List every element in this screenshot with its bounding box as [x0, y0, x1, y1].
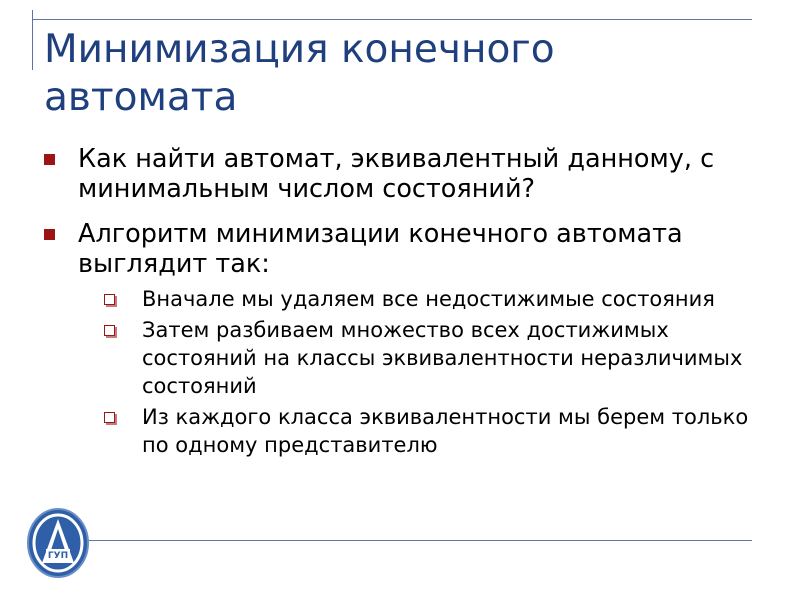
hollow-square-bullet-icon	[104, 325, 115, 336]
bullet-text: Алгоритм минимизации конечного автомата выглядит так:	[78, 219, 683, 279]
top-rule-line	[32, 19, 752, 20]
university-logo-icon	[20, 505, 96, 581]
square-bullet-icon	[44, 154, 55, 165]
hollow-square-bullet-icon	[104, 294, 115, 305]
sub-bullet-item	[102, 316, 764, 400]
left-rule-line	[32, 10, 33, 70]
bullet-item	[44, 219, 764, 459]
slide-title: Минимизация конечного автомата	[44, 27, 555, 120]
bullet-text: Как найти автомат, эквивалентный данному, с минимальным числом состояний?	[78, 144, 715, 204]
sub-bullet-text: Затем разбиваем множество всех достижимых состояний на классы эквивалентности неразличимых состояний	[142, 318, 743, 398]
bottom-rule-line	[32, 540, 752, 541]
square-bullet-icon	[44, 229, 55, 240]
bullet-item	[44, 144, 764, 204]
logo-text: ГУП	[47, 551, 69, 561]
hollow-square-bullet-icon	[104, 412, 115, 423]
slide-body	[44, 144, 764, 474]
sub-bullet-item	[102, 285, 764, 313]
sub-bullet-list	[102, 285, 764, 459]
sub-bullet-item	[102, 403, 764, 459]
sub-bullet-text: Из каждого класса эквивалентности мы берем только по одному представителю	[142, 405, 749, 457]
sub-bullet-text: Вначале мы удаляем все недостижимые состояния	[142, 287, 715, 311]
